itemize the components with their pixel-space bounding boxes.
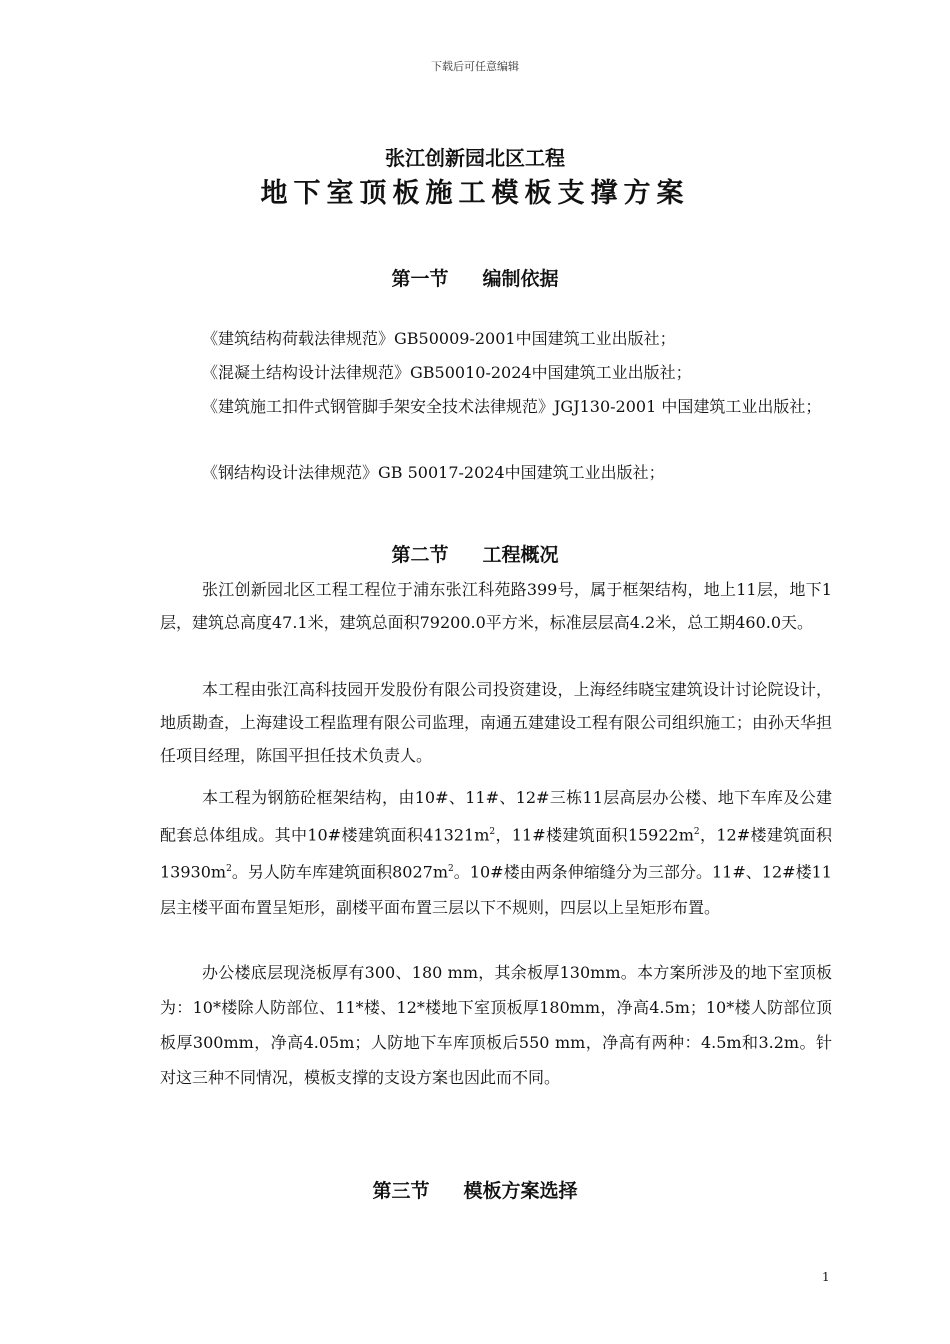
section-number: 第二节 bbox=[391, 544, 449, 566]
reference-item: 《钢结构设计法律规范》GB 50017-2024中国建筑工业出版社； bbox=[202, 463, 665, 482]
overview-paragraph: 本工程由张江高科技园开发股份有限公司投资建设，上海经纬晓宝建筑设计讨论院设计，地质勘查，上海建设工程监理有限公司监理，南通五建建设工程有限公司组织施工；由孙天华担任项目经理，陈国平担任技术负责人。 bbox=[160, 680, 833, 765]
text-run: ，11#楼建筑面积15922m bbox=[495, 825, 694, 845]
header-note: 下载后可任意编辑 bbox=[431, 60, 519, 73]
superscript: 2 bbox=[448, 864, 454, 875]
section-heading-1 bbox=[0, 264, 950, 291]
section-name: 模板方案选择 bbox=[463, 1180, 578, 1202]
text-run: 。另人防车库建筑面积8027m bbox=[231, 862, 449, 882]
section-heading-2 bbox=[0, 540, 950, 567]
section-number: 第一节 bbox=[391, 268, 449, 290]
reference-item: 《建筑结构荷载法律规范》GB50009-2001中国建筑工业出版社； bbox=[202, 329, 676, 348]
text-run: 。10#楼由两条伸缩缝分为三部分。11#、12#楼11层主楼平面布置呈矩形，副楼平面布置三层以下不规则，四层以上呈矩形布置。 bbox=[160, 862, 832, 917]
section-name: 工程概况 bbox=[482, 544, 559, 566]
overview-paragraph bbox=[160, 780, 832, 925]
page-number: 1 bbox=[822, 1270, 830, 1284]
superscript: 2 bbox=[489, 827, 496, 837]
document-title-project: 张江创新园北区工程 bbox=[385, 146, 565, 170]
document-title-main: 地下室顶板施工模板支撑方案 bbox=[260, 178, 690, 209]
text-run: 本工程为钢筋砼框架结构，由10#、11#、12#三栋11层高层办公楼、地下车库及公建配套总体组成。其中10#楼建筑面积41321m bbox=[160, 788, 832, 845]
overview-paragraph: 办公楼底层现浇板厚有300、180 mm，其余板厚130mm。本方案所涉及的地下室顶板为：10*楼除人防部位、11*楼、12*楼地下室顶板厚180mm，净高4.5m；10*楼人防部位顶板厚300mm，净高4.05m；人防地下车库顶板后550 mm，净高有两种：4.5m和3.2m。针对这三种不同情况，模板支撑的支设方案也因此而不同。 bbox=[160, 963, 832, 1087]
section-number: 第三节 bbox=[372, 1180, 430, 1202]
superscript: 2 bbox=[226, 864, 232, 875]
superscript: 2 bbox=[693, 827, 700, 837]
reference-item: 《混凝土结构设计法律规范》GB50010-2024中国建筑工业出版社； bbox=[202, 363, 692, 382]
overview-paragraph: 张江创新园北区工程工程位于浦东张江科苑路399号，属于框架结构，地上11层，地下1层，建筑总高度47.1米，建筑总面积79200.0平方米，标准层层高4.2米，总工期460.0天。 bbox=[160, 580, 832, 632]
section-heading-3 bbox=[0, 1176, 950, 1203]
section-name: 编制依据 bbox=[482, 268, 559, 290]
reference-item: 《建筑施工扣件式钢管脚手架安全技术法律规范》JGJ130-2001 中国建筑工业出版社； bbox=[202, 397, 822, 416]
text-run: ，12#楼建筑面积13930m bbox=[160, 825, 832, 882]
